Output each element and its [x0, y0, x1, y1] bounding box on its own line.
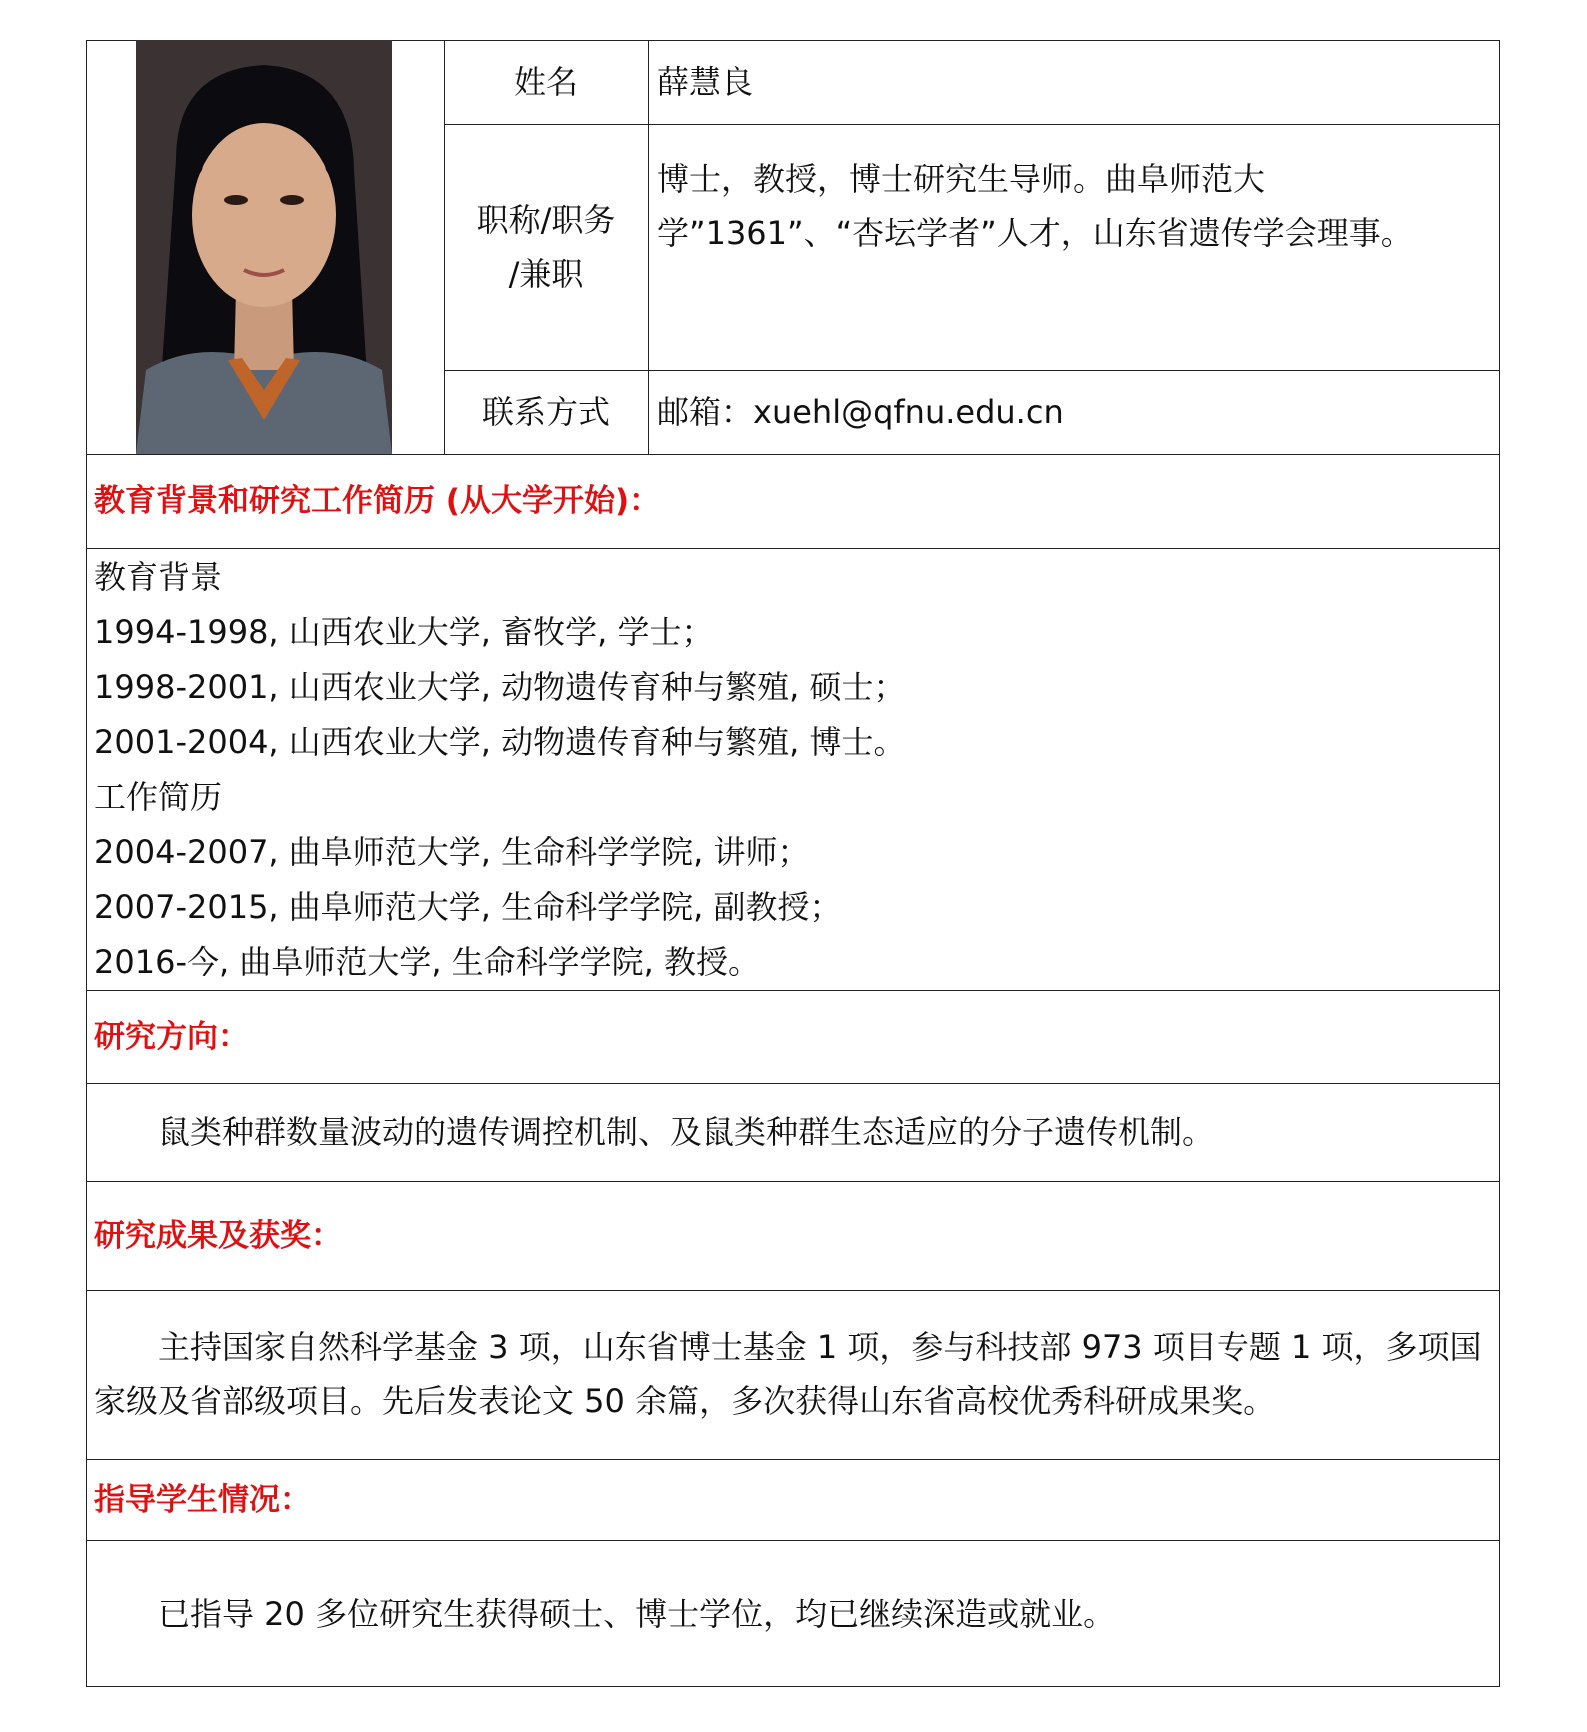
title-label-line2: /兼职: [508, 255, 584, 293]
contact-value: 邮箱：xuehl@qfnu.edu.cn: [657, 393, 1064, 431]
achievements-text: 主持国家自然科学基金 3 项，山东省博士基金 1 项，参与科技部 973 项目专题 1 项，多项国家级及省部级项目。先后发表论文 50 余篇，多次获得山东省高校优秀科研成果奖。: [94, 1328, 1482, 1420]
profile-table: [86, 40, 1500, 1687]
contact-label: 联系方式: [481, 393, 610, 431]
achievements-heading: 研究成果及获奖：: [94, 1217, 342, 1254]
research-text-content: 鼠类种群数量波动的遗传调控机制、及鼠类种群生态适应的分子遗传机制。: [158, 1113, 1215, 1151]
name-value: 薛慧良: [657, 63, 754, 101]
students-text: [86, 1540, 1500, 1687]
education-item: 1998-2001, 山西农业大学, 动物遗传育种与繁殖, 硕士；: [94, 668, 906, 706]
education-heading: 教育背景和研究工作简历 (从大学开始)：: [94, 483, 661, 519]
work-item: 2004-2007, 曲阜师范大学, 生命科学学院, 讲师；: [94, 833, 810, 871]
work-item: 2007-2015, 曲阜师范大学, 生命科学学院, 副教授；: [94, 888, 842, 926]
work-item: 2016-今, 曲阜师范大学, 生命科学学院, 教授。: [94, 943, 761, 981]
title-value: 博士，教授，博士研究生导师。曲阜师范大学”1361”、“杏坛学者”人才，山东省遗传学会理事。: [657, 160, 1413, 252]
portrait-image: [136, 40, 392, 454]
education-item: 2001-2004, 山西农业大学, 动物遗传育种与繁殖, 博士。: [94, 723, 906, 761]
name-label: 姓名: [513, 63, 578, 101]
education-section-title: 教育背景: [94, 558, 223, 596]
title-label: [444, 124, 648, 370]
education-item: 1994-1998, 山西农业大学, 畜牧学, 学士；: [94, 613, 714, 651]
title-label-line1: 职称/职务: [476, 201, 616, 239]
research-text: [86, 1083, 1500, 1181]
students-heading: 指导学生情况：: [94, 1481, 311, 1518]
students-text-content: 已指导 20 多位研究生获得硕士、博士学位，均已继续深造或就业。: [158, 1594, 1116, 1633]
research-heading: 研究方向：: [94, 1018, 249, 1055]
portrait-photo: [136, 40, 392, 454]
work-section-title: 工作简历: [94, 778, 223, 816]
education-list: [86, 550, 1500, 990]
